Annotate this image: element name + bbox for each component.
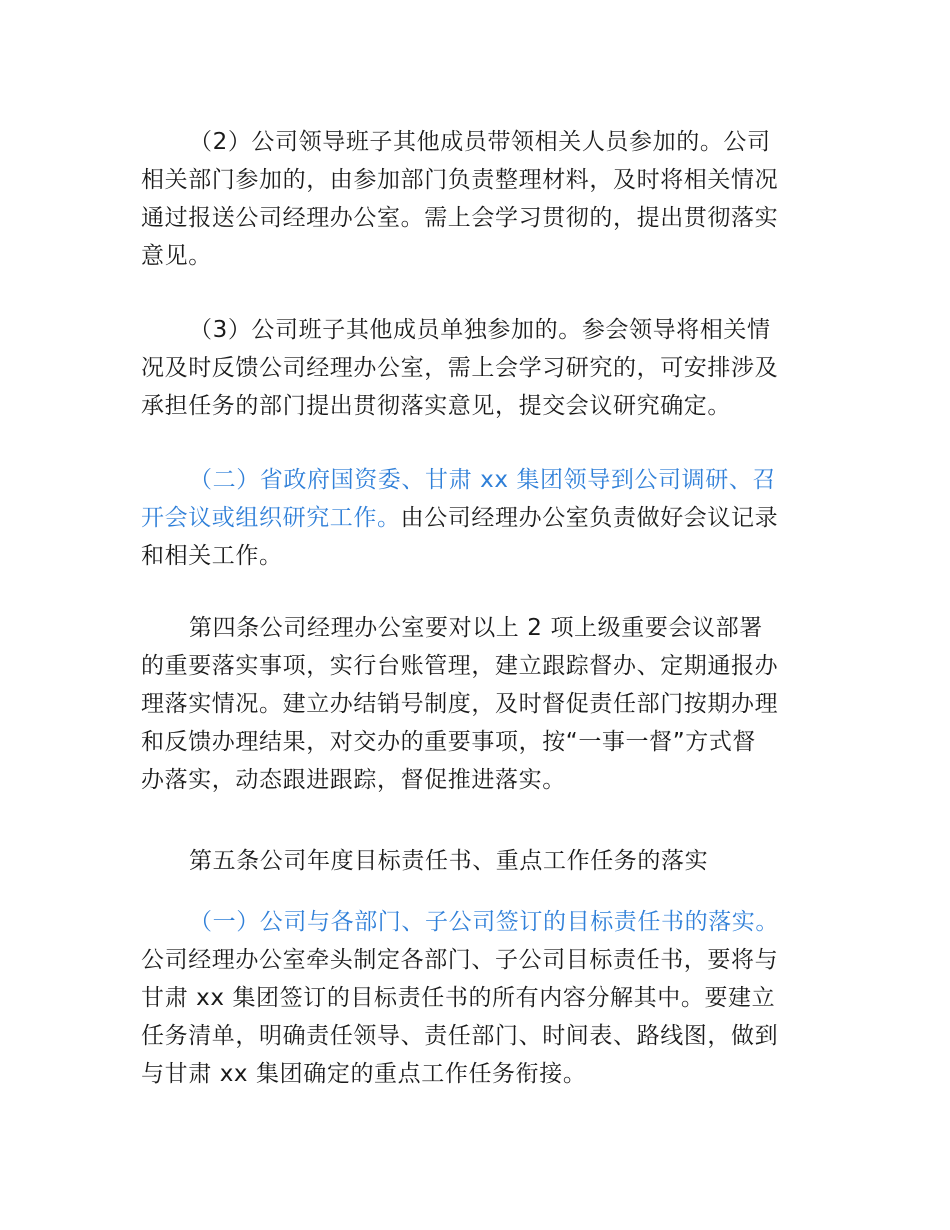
text-line: 通过报送公司经理办公室。需上会学习贯彻的，提出贯彻落实 xyxy=(141,205,779,231)
text-line: 第五条公司年度目标责任书、重点工作任务的落实 xyxy=(189,848,709,874)
text-line: 与甘肃 xx 集团确定的重点工作任务衔接。 xyxy=(141,1061,587,1087)
text-line xyxy=(141,499,813,537)
text-line: 况及时反馈公司经理办公室，需上会学习研究的，可安排涉及 xyxy=(141,355,779,381)
text-line: 承担任务的部门提出贯彻落实意见，提交会议研究确定。 xyxy=(141,393,731,419)
text-line: 办落实，动态跟进跟踪，督促推进落实。 xyxy=(141,767,566,793)
paragraph-section-2 xyxy=(141,461,813,575)
text-line: 第四条公司经理办公室要对以上 2 项上级重要会议部署 xyxy=(189,615,763,641)
text-line: 和相关工作。 xyxy=(141,543,283,569)
text-line: 意见。 xyxy=(141,243,212,269)
text-line: 相关部门参加的，由参加部门负责整理材料，及时将相关情况 xyxy=(141,167,779,193)
paragraph-item-2 xyxy=(141,123,813,275)
text-line: 甘肃 xx 集团签订的目标责任书的所有内容分解其中。要建立 xyxy=(141,985,776,1011)
text-line: 理落实情况。建立办结销号制度，及时督促责任部门按期办理 xyxy=(141,691,779,717)
text-line: 任务清单，明确责任领导、责任部门、时间表、路线图，做到 xyxy=(141,1023,779,1049)
text-line: （3）公司班子其他成员单独参加的。参会领导将相关情 xyxy=(189,317,771,343)
paragraph-section-1 xyxy=(141,903,813,1093)
text-line: （2）公司领导班子其他成员带领相关人员参加的。公司 xyxy=(189,129,771,155)
text-line: 的重要落实事项，实行台账管理，建立跟踪督办、定期通报办 xyxy=(141,653,779,679)
section-heading: （二）省政府国资委、甘肃 xx 集团领导到公司调研、召 xyxy=(189,467,777,493)
text-line: 公司经理办公室牵头制定各部门、子公司目标责任书，要将与 xyxy=(141,947,779,973)
section-heading: （一）公司与各部门、子公司签订的目标责任书的落实。 xyxy=(189,909,779,935)
paragraph-article-5 xyxy=(141,842,813,880)
text-line-rest: 由公司经理办公室负责做好会议记录 xyxy=(400,505,779,531)
paragraph-article-4 xyxy=(141,609,813,799)
section-heading-continued: 开会议或组织研究工作。 xyxy=(141,505,401,531)
paragraph-item-3 xyxy=(141,311,813,425)
text-line: 和反馈办理结果，对交办的重要事项，按“一事一督”方式督 xyxy=(141,729,757,755)
